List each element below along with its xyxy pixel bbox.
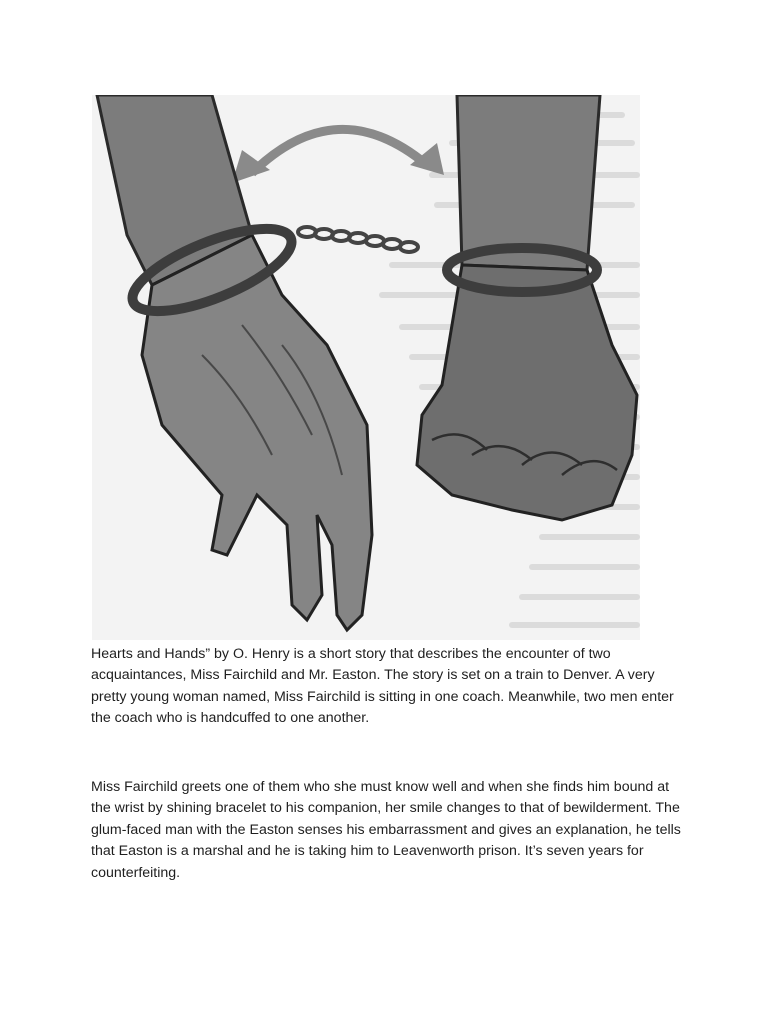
right-fist — [417, 265, 637, 520]
left-open-hand — [142, 235, 372, 630]
handcuffs-drawing — [92, 95, 640, 640]
handcuffed-hands-illustration — [92, 95, 640, 640]
handcuff-chain — [298, 227, 418, 252]
story-intro-paragraph: Hearts and Hands” by O. Henry is a short story that describes the encounter of two acquaintances, Miss Fairchild and Mr. Easton. The story is set on a train to Denver. A very pretty young woman named, Miss Fairchild is sitting in one coach. Meanwhile, two men enter the coach who is handcuffed to one another. — [91, 646, 674, 727]
story-summary-paragraph: Miss Fairchild greets one of them who she must know well and when she finds him bound at the wrist by shining bracelet to his companion, her smile changes to that of bewilderment. The glum-faced man with the Easton senses his embarrassment and gives an explanation, he tells that Easton is a marshal and he is taking him to Leavenworth prison. It’s seven years for counterfeiting. — [91, 779, 681, 881]
curved-double-arrow-icon — [232, 129, 444, 183]
